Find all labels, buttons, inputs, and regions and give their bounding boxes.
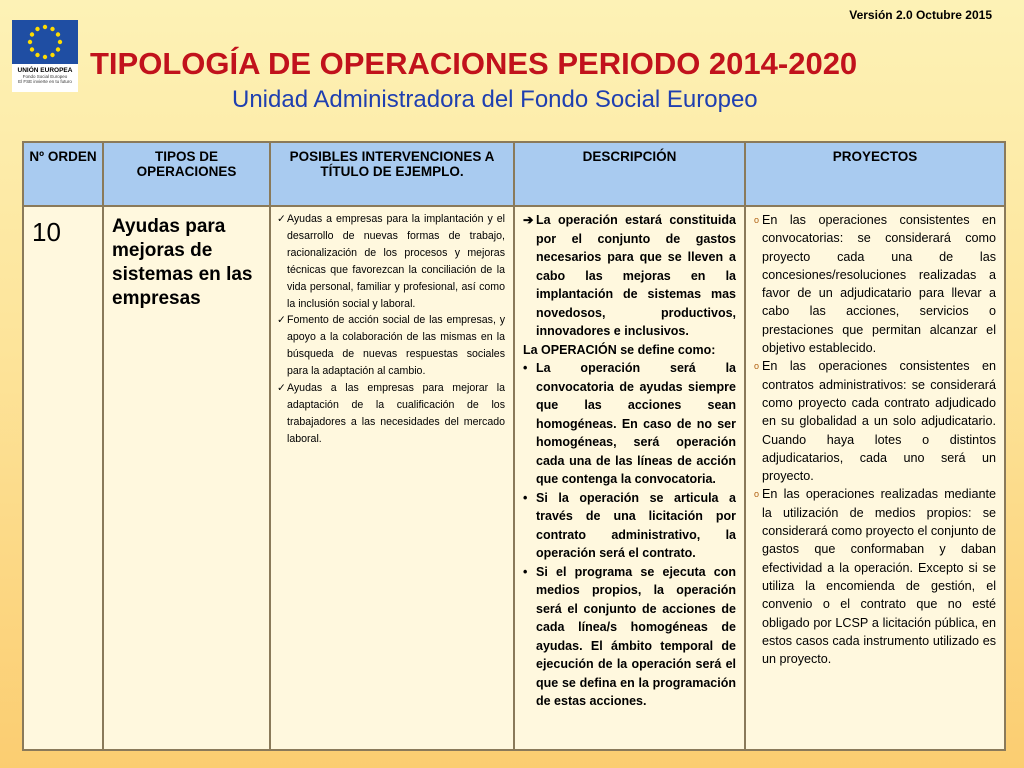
header-num: Nº ORDEN bbox=[23, 142, 103, 206]
eu-flag-icon bbox=[12, 20, 78, 64]
list-item bbox=[277, 312, 505, 380]
descripcion-text: La operación será la convocatoria de ayudas siempre que las acciones sean homogéneas. En caso de no ser homogéneas, será operación cada una de las líneas de acción que contenga la convocatoria. bbox=[536, 361, 736, 486]
header-posibles: POSIBLES INTERVENCIONES A TÍTULO DE EJEMPLO. bbox=[270, 142, 514, 206]
page-title: TIPOLOGÍA DE OPERACIONES PERIODO 2014-2020 bbox=[90, 46, 858, 81]
cell-descripcion bbox=[514, 206, 745, 750]
bullet-icon: • bbox=[523, 564, 528, 579]
descripcion-intro: La OPERACIÓN se define como: bbox=[523, 342, 716, 357]
table-header-row bbox=[23, 142, 1005, 206]
descripcion-text: Si el programa se ejecuta con medios propios, la operación será el conjunto de acciones de cada línea/s homogéneas de ayudas. El ámbito temporal de ejecución de la operación será el que se defina en la programación de estas acciones. bbox=[536, 564, 736, 708]
list-item bbox=[754, 357, 996, 485]
bullet-icon: • bbox=[523, 490, 528, 505]
header-tipos: TIPOS DE OPERACIONES bbox=[103, 142, 270, 206]
posible-text: Fomento de acción social de las empresas, y apoyo a la colaboración de las mismas en la búsqueda de nuevas respuestas sociales para la adaptación al cambio. bbox=[287, 314, 505, 378]
arrow-right-icon: ➔ bbox=[523, 213, 534, 227]
operations-table bbox=[22, 141, 1006, 751]
proyecto-text: En las operaciones realizadas mediante la utilización de medios propios: se considerará como proyecto el conjunto de gastos que conformaban y daban efectividad a la operación. Excepto si se utiliza la encomienda de gestión, el convenio o el contrato que no esté obligado por LCSP a licitación pública, en estos casos cada instrumento utilizado es un proyecto. bbox=[762, 487, 996, 667]
header-descripcion: DESCRIPCIÓN bbox=[514, 142, 745, 206]
table-row bbox=[23, 206, 1005, 750]
cell-num: 10 bbox=[23, 206, 103, 750]
circle-bullet-icon: o bbox=[754, 361, 760, 372]
cell-tipo: Ayudas para mejoras de sistemas en las empresas bbox=[103, 206, 270, 750]
cell-posibles bbox=[270, 206, 514, 750]
circle-bullet-icon: o bbox=[754, 215, 760, 225]
posible-text: Ayudas a empresas para la implantación y el desarrollo de nuevas formas de trabajo, racionalización de los procesos y mejoras técnicas que favorezcan la conciliación de la vida personal, familiar y profesional, así como la inclusión social y laboral. bbox=[287, 213, 505, 310]
check-icon: ✓ bbox=[277, 382, 286, 395]
list-item bbox=[523, 359, 736, 489]
header-proyectos: PROYECTOS bbox=[745, 142, 1005, 206]
list-item bbox=[523, 563, 736, 711]
bullet-icon: • bbox=[523, 361, 528, 375]
descripcion-text: La operación estará constituida por el conjunto de gastos necesarios para que se lleven a cabo las mejoras en la implantación de sistemas mas novedosos, productivos, innovadores e inclusivos. bbox=[536, 213, 736, 338]
circle-bullet-icon: o bbox=[754, 489, 760, 500]
list-item bbox=[523, 211, 736, 341]
eu-label: UNIÓN EUROPEA bbox=[17, 67, 73, 74]
fund-line2: El FSE invierte en tu futuro bbox=[18, 79, 72, 84]
posible-text: Ayudas a las empresas para mejorar la adaptación de la cualificación de los trabajadores a las necesidades del mercado laboral. bbox=[287, 382, 505, 445]
list-item bbox=[754, 485, 996, 668]
page-subtitle: Unidad Administradora del Fondo Social Europeo bbox=[232, 86, 758, 113]
list-item bbox=[523, 489, 736, 563]
check-icon: ✓ bbox=[277, 314, 286, 327]
proyecto-text: En las operaciones consistentes en convocatorias: se considerará como proyecto cada una de las concesiones/resoluciones realizadas a favor de un adjudicatario para llevar a cabo las acciones, servicios o prestaciones que permitan alcanzar el objetivo establecido. bbox=[762, 213, 996, 356]
fund-line1: Fondo Social Europeo bbox=[22, 74, 68, 79]
check-icon: ✓ bbox=[277, 213, 286, 225]
list-item bbox=[754, 211, 996, 357]
descripcion-text: Si la operación se articula a través de una licitación por contrato administrativo, la operación será el contrato. bbox=[536, 490, 736, 560]
cell-proyectos bbox=[745, 206, 1005, 750]
version-label: Versión 2.0 Octubre 2015 bbox=[849, 8, 992, 22]
list-item bbox=[277, 380, 505, 448]
eu-logo bbox=[12, 20, 78, 92]
list-item bbox=[277, 211, 505, 312]
proyecto-text: En las operaciones consistentes en contratos administrativos: se considerará como proyecto cada contrato adjudicado en su globalidad a un solo adjudicatario. Cuando haya lotes o distintos adjudicatarios, cada uno será un proyecto. bbox=[762, 359, 996, 484]
